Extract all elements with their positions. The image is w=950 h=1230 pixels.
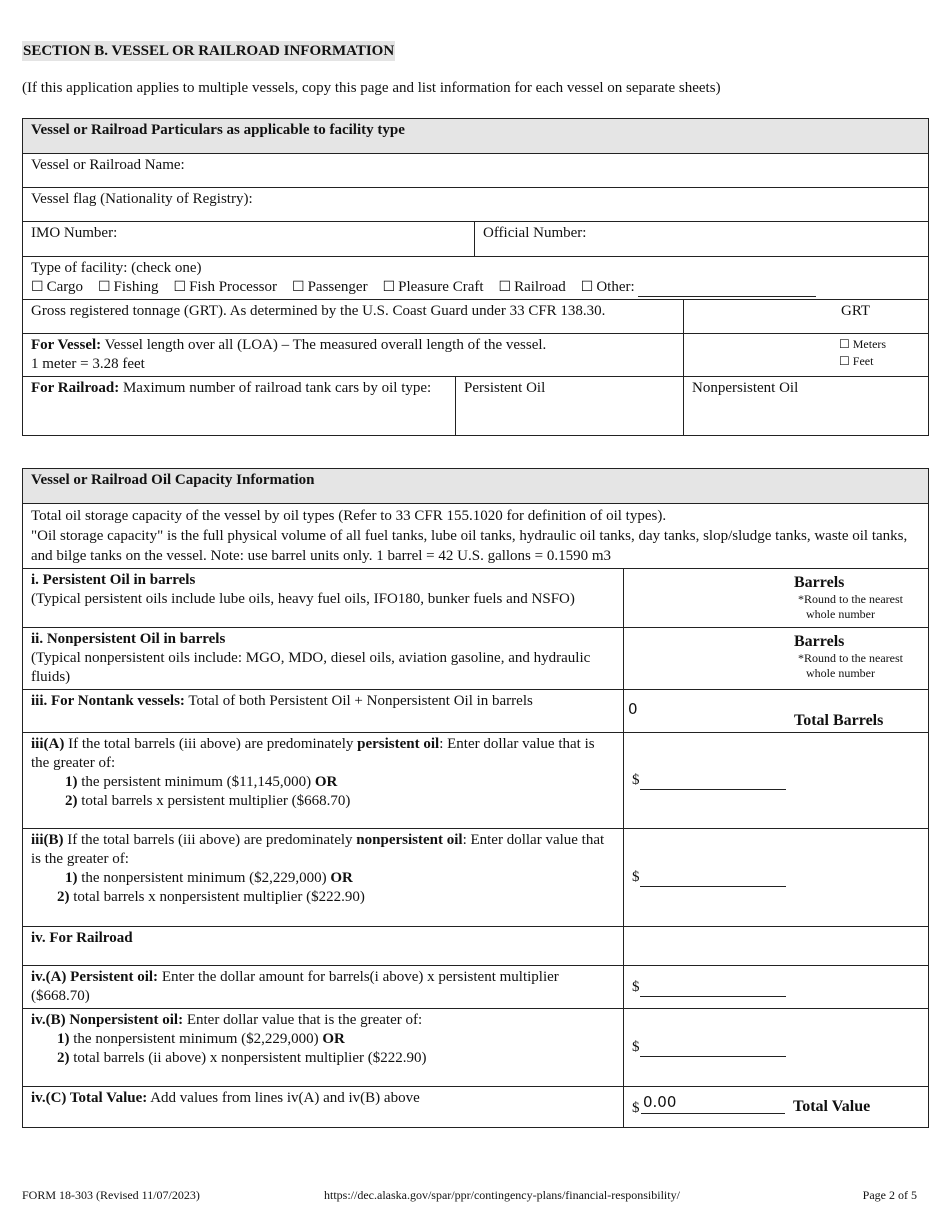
particulars-table <box>22 118 929 436</box>
persistent-oil-label: Persistent Oil <box>464 380 546 396</box>
nonpersistent-oil-label: Nonpersistent Oil <box>692 380 799 396</box>
checkbox-fish-processor[interactable]: ☐ Fish Processor <box>173 279 278 295</box>
grt-field[interactable] <box>684 300 929 334</box>
particulars-header: Vessel or Railroad Particulars as applicable to facility type <box>23 119 929 154</box>
railroad-nonpersistent-dollar-field[interactable]: $ <box>624 1009 929 1087</box>
nontank-total-label: iii. For Nontank vessels: Total of both Persistent Oil + Nonpersistent Oil in barrels <box>23 690 624 733</box>
grt-label: Gross registered tonnage (GRT). As determined by the U.S. Coast Guard under 33 CFR 138.30. <box>23 300 684 334</box>
imo-number-label: IMO Number: <box>31 225 118 241</box>
facility-type-label: Type of facility: (check one) <box>31 260 202 276</box>
official-number-label: Official Number: <box>483 225 587 241</box>
vessel-flag-field[interactable] <box>23 188 929 222</box>
footer-url[interactable]: https://dec.alaska.gov/spar/ppr/contingency-plans/financial-responsibility/ <box>324 1188 680 1202</box>
vessel-length-field[interactable] <box>684 334 929 377</box>
checkbox-other[interactable]: ☐ Other: <box>580 279 635 295</box>
imo-number-field[interactable] <box>23 222 475 257</box>
total-value-value: 0.00 <box>643 1093 677 1111</box>
checkbox-cargo[interactable]: ☐ Cargo <box>31 279 83 295</box>
railroad-persistent-dollar-input[interactable] <box>640 981 786 997</box>
checkbox-railroad[interactable]: ☐ Railroad <box>498 279 566 295</box>
grt-unit: GRT <box>841 303 871 319</box>
persistent-dollar-field[interactable]: $ <box>624 733 929 829</box>
other-input[interactable] <box>638 281 816 297</box>
capacity-table <box>22 468 929 1128</box>
footer-form-number: FORM 18-303 (Revised 11/07/2023) <box>22 1188 200 1202</box>
checkbox-pleasure-craft[interactable]: ☐ Pleasure Craft <box>382 279 484 295</box>
railroad-nonpersistent-label: iv.(B) Nonpersistent oil: Enter dollar value that is the greater of: 1) the nonpersistent minimum ($2,229,000) OR 2) total barrels (ii above) x nonpersistent multiplier ($222.90) <box>23 1009 624 1087</box>
nonpersistent-oil-barrels-field[interactable]: Barrels *Round to the nearest whole number <box>624 628 929 690</box>
official-number-field[interactable] <box>475 222 929 257</box>
total-barrels-label: Total Barrels <box>794 712 884 729</box>
capacity-description: Total oil storage capacity of the vessel by oil types (Refer to 33 CFR 155.1020 for definition of oil types). "Oil storage capacity" is the full physical volume of all fuel tanks, lube oil tanks, hydraulic oil tanks, day tanks, slop/sludge tanks, waste oil tanks, and bilge tanks on the vessel. Note: use barrel units only. 1 barrel = 42 U.S. gallons = 0.1590 m3 <box>23 504 929 569</box>
vessel-name-field[interactable] <box>23 154 929 188</box>
railroad-persistent-label: iv.(A) Persistent oil: Enter the dollar amount for barrels(i above) x persistent multiplier ($668.70) <box>23 966 624 1009</box>
section-title: SECTION B. VESSEL OR RAILROAD INFORMATION <box>23 43 395 59</box>
persistent-dollar-input[interactable] <box>640 774 786 790</box>
railroad-persistent-field[interactable] <box>456 377 684 436</box>
railroad-section-label: iv. For Railroad <box>23 927 624 966</box>
total-barrels-value: 0 <box>628 700 638 718</box>
checkbox-fishing[interactable]: ☐ Fishing <box>97 279 159 295</box>
railroad-persistent-dollar-field[interactable]: $ <box>624 966 929 1009</box>
nonpersistent-dollar-input[interactable] <box>640 871 786 887</box>
railroad-nonpersistent-field[interactable] <box>684 377 929 436</box>
vessel-name-label: Vessel or Railroad Name: <box>31 157 185 173</box>
vessel-flag-label: Vessel flag (Nationality of Registry): <box>31 191 253 207</box>
total-value-field[interactable]: $ 0.00 Total Value <box>624 1087 929 1128</box>
persistent-oil-row-label: i. Persistent Oil in barrels (Typical persistent oils include lube oils, heavy fuel oils, IFO180, bunker fuels and NSFO) <box>23 569 624 628</box>
total-value-label-right: Total Value <box>793 1098 871 1115</box>
checkbox-feet[interactable]: ☐ Feet <box>839 354 874 368</box>
checkbox-meters[interactable]: ☐ Meters <box>839 337 887 351</box>
facility-type-row <box>23 257 929 300</box>
capacity-header: Vessel or Railroad Oil Capacity Information <box>23 469 929 504</box>
railroad-section-field <box>624 927 929 966</box>
railroad-nonpersistent-dollar-input[interactable] <box>640 1041 786 1057</box>
persistent-dollar-label: iii(A) If the total barrels (iii above) are predominately persistent oil: Enter dollar value that is the greater of: 1) the persistent minimum ($11,145,000) OR 2) total barrels x persistent multiplier ($668.70) <box>23 733 624 829</box>
nonpersistent-oil-row-label: ii. Nonpersistent Oil in barrels (Typical nonpersistent oils include: MGO, MDO, diesel oils, aviation gasoline, and hydraulic fluids) <box>23 628 624 690</box>
vessel-length-label: For Vessel: Vessel length over all (LOA) – The measured overall length of the vessel. 1 meter = 3.28 feet <box>23 334 684 377</box>
nonpersistent-dollar-field[interactable]: $ <box>624 829 929 927</box>
section-intro: (If this application applies to multiple vessels, copy this page and list information for each vessel on separate sheets) <box>22 80 721 96</box>
footer-page-number: Page 2 of 5 <box>862 1188 917 1202</box>
railroad-tank-cars-label: For Railroad: Maximum number of railroad tank cars by oil type: <box>23 377 456 436</box>
total-barrels-field[interactable] <box>624 690 929 733</box>
persistent-oil-barrels-field[interactable]: Barrels *Round to the nearest whole number <box>624 569 929 628</box>
checkbox-passenger[interactable]: ☐ Passenger <box>292 279 368 295</box>
nonpersistent-dollar-label: iii(B) If the total barrels (iii above) are predominately nonpersistent oil: Enter dollar value that is the greater of: 1) the nonpersistent minimum ($2,229,000) OR 2) total barrels x nonpersistent multiplier ($222.90) <box>23 829 624 927</box>
total-value-label: iv.(C) Total Value: Add values from lines iv(A) and iv(B) above <box>23 1087 624 1128</box>
